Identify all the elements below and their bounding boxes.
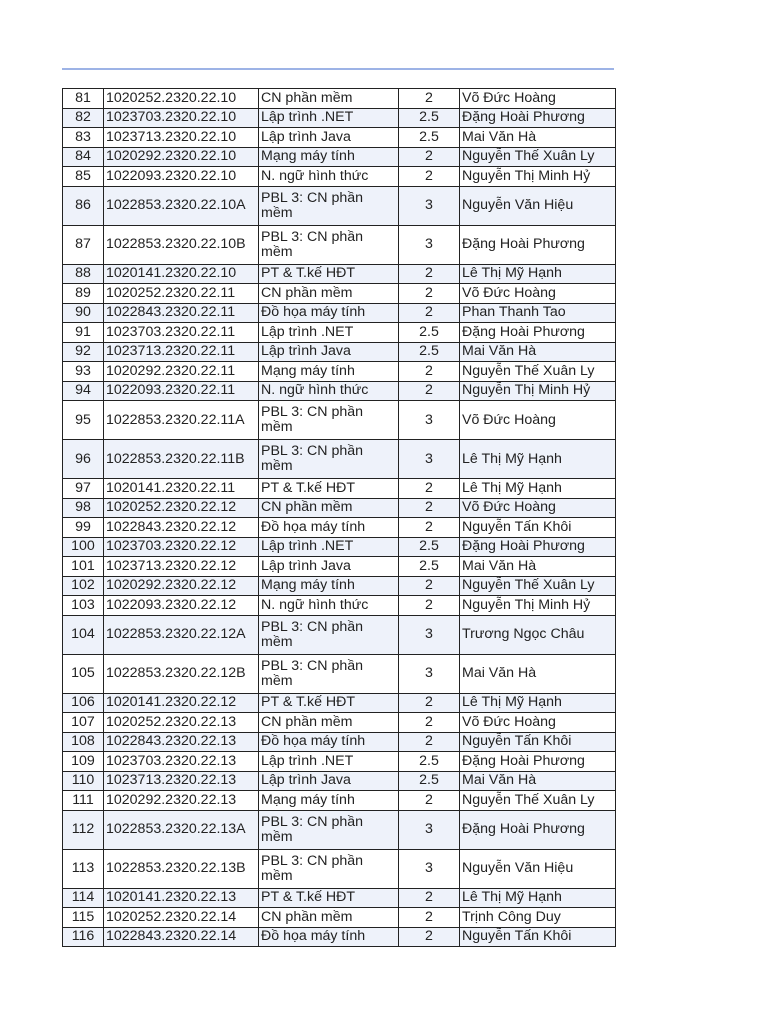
row-number: 113 xyxy=(63,849,104,888)
row-number: 98 xyxy=(63,498,104,518)
credit-count: 2.5 xyxy=(399,557,460,577)
row-number: 96 xyxy=(63,440,104,479)
row-number: 108 xyxy=(63,732,104,752)
table-row xyxy=(63,537,616,557)
table-row xyxy=(63,381,616,401)
class-code: 1022853.2320.22.12B xyxy=(104,654,259,693)
class-code: 1023703.2320.22.11 xyxy=(104,323,259,343)
table-row xyxy=(63,732,616,752)
table-row xyxy=(63,362,616,382)
credit-count: 2 xyxy=(399,479,460,499)
class-code: 1020292.2320.22.13 xyxy=(104,791,259,811)
subject-name: N. ngữ hình thức xyxy=(259,596,399,616)
table-row xyxy=(63,225,616,264)
row-number: 89 xyxy=(63,284,104,304)
row-number: 104 xyxy=(63,615,104,654)
class-code: 1022843.2320.22.12 xyxy=(104,518,259,538)
class-code: 1023703.2320.22.12 xyxy=(104,537,259,557)
table-row xyxy=(63,849,616,888)
row-number: 106 xyxy=(63,693,104,713)
lecturer-name: Lê Thị Mỹ Hạnh xyxy=(460,264,616,284)
class-code: 1023713.2320.22.10 xyxy=(104,128,259,148)
table-row xyxy=(63,401,616,440)
subject-name: PT & T.kế HĐT xyxy=(259,693,399,713)
class-code: 1020292.2320.22.10 xyxy=(104,147,259,167)
row-number: 90 xyxy=(63,303,104,323)
class-code: 1022843.2320.22.14 xyxy=(104,927,259,947)
row-number: 84 xyxy=(63,147,104,167)
row-number: 82 xyxy=(63,108,104,128)
credit-count: 2 xyxy=(399,693,460,713)
row-number: 86 xyxy=(63,186,104,225)
table-row xyxy=(63,167,616,187)
subject-name: Mạng máy tính xyxy=(259,791,399,811)
lecturer-name: Mai Văn Hà xyxy=(460,128,616,148)
header-divider xyxy=(62,68,614,70)
credit-count: 2 xyxy=(399,498,460,518)
row-number: 88 xyxy=(63,264,104,284)
table-row xyxy=(63,440,616,479)
class-code: 1020141.2320.22.10 xyxy=(104,264,259,284)
lecturer-name: Nguyễn Thị Minh Hỷ xyxy=(460,596,616,616)
subject-name: Mạng máy tính xyxy=(259,147,399,167)
row-number: 81 xyxy=(63,89,104,109)
lecturer-name: Trịnh Công Duy xyxy=(460,908,616,928)
credit-count: 2 xyxy=(399,732,460,752)
row-number: 97 xyxy=(63,479,104,499)
table-row xyxy=(63,810,616,849)
subject-name: Mạng máy tính xyxy=(259,576,399,596)
subject-name: CN phần mềm xyxy=(259,89,399,109)
subject-name: N. ngữ hình thức xyxy=(259,167,399,187)
row-number: 87 xyxy=(63,225,104,264)
class-code: 1022853.2320.22.13A xyxy=(104,810,259,849)
class-code: 1022093.2320.22.10 xyxy=(104,167,259,187)
lecturer-name: Nguyễn Văn Hiệu xyxy=(460,186,616,225)
row-number: 116 xyxy=(63,927,104,947)
row-number: 99 xyxy=(63,518,104,538)
credit-count: 2 xyxy=(399,927,460,947)
table-row xyxy=(63,498,616,518)
lecturer-name: Võ Đức Hoàng xyxy=(460,401,616,440)
lecturer-name: Nguyễn Tấn Khôi xyxy=(460,732,616,752)
lecturer-name: Đặng Hoài Phương xyxy=(460,108,616,128)
lecturer-name: Nguyễn Thế Xuân Ly xyxy=(460,576,616,596)
row-number: 102 xyxy=(63,576,104,596)
schedule-table-body xyxy=(63,89,616,947)
subject-name: PT & T.kế HĐT xyxy=(259,888,399,908)
subject-name: CN phần mềm xyxy=(259,498,399,518)
credit-count: 2 xyxy=(399,167,460,187)
row-number: 83 xyxy=(63,128,104,148)
row-number: 109 xyxy=(63,752,104,772)
subject-name: CN phần mềm xyxy=(259,908,399,928)
class-code: 1022843.2320.22.11 xyxy=(104,303,259,323)
credit-count: 2.5 xyxy=(399,128,460,148)
subject-name: Lập trình .NET xyxy=(259,323,399,343)
table-row xyxy=(63,693,616,713)
credit-count: 2 xyxy=(399,908,460,928)
class-code: 1023703.2320.22.10 xyxy=(104,108,259,128)
subject-name: Lập trình .NET xyxy=(259,108,399,128)
class-code: 1020252.2320.22.10 xyxy=(104,89,259,109)
subject-name: CN phần mềm xyxy=(259,713,399,733)
table-row xyxy=(63,284,616,304)
row-number: 95 xyxy=(63,401,104,440)
class-code: 1022853.2320.22.10B xyxy=(104,225,259,264)
lecturer-name: Đặng Hoài Phương xyxy=(460,225,616,264)
class-code: 1022853.2320.22.13B xyxy=(104,849,259,888)
class-code: 1023703.2320.22.13 xyxy=(104,752,259,772)
subject-name: PBL 3: CN phần mềm xyxy=(259,225,399,264)
class-code: 1022093.2320.22.11 xyxy=(104,381,259,401)
table-row xyxy=(63,518,616,538)
credit-count: 2 xyxy=(399,284,460,304)
table-row xyxy=(63,596,616,616)
class-code: 1022853.2320.22.12A xyxy=(104,615,259,654)
row-number: 94 xyxy=(63,381,104,401)
schedule-table xyxy=(62,88,616,947)
credit-count: 3 xyxy=(399,654,460,693)
table-row xyxy=(63,186,616,225)
subject-name: Lập trình Java xyxy=(259,771,399,791)
row-number: 107 xyxy=(63,713,104,733)
lecturer-name: Mai Văn Hà xyxy=(460,557,616,577)
credit-count: 3 xyxy=(399,225,460,264)
table-row xyxy=(63,908,616,928)
lecturer-name: Võ Đức Hoàng xyxy=(460,89,616,109)
table-row xyxy=(63,128,616,148)
table-row xyxy=(63,147,616,167)
lecturer-name: Đặng Hoài Phương xyxy=(460,752,616,772)
table-row xyxy=(63,557,616,577)
class-code: 1020252.2320.22.11 xyxy=(104,284,259,304)
credit-count: 2 xyxy=(399,89,460,109)
lecturer-name: Phan Thanh Tao xyxy=(460,303,616,323)
subject-name: Mạng máy tính xyxy=(259,362,399,382)
lecturer-name: Nguyễn Thế Xuân Ly xyxy=(460,791,616,811)
subject-name: PT & T.kế HĐT xyxy=(259,479,399,499)
credit-count: 3 xyxy=(399,186,460,225)
lecturer-name: Lê Thị Mỹ Hạnh xyxy=(460,888,616,908)
class-code: 1020141.2320.22.12 xyxy=(104,693,259,713)
lecturer-name: Võ Đức Hoàng xyxy=(460,284,616,304)
lecturer-name: Nguyễn Thị Minh Hỷ xyxy=(460,381,616,401)
credit-count: 2 xyxy=(399,362,460,382)
credit-count: 2.5 xyxy=(399,342,460,362)
class-code: 1020292.2320.22.11 xyxy=(104,362,259,382)
credit-count: 2.5 xyxy=(399,537,460,557)
lecturer-name: Đặng Hoài Phương xyxy=(460,323,616,343)
lecturer-name: Nguyễn Văn Hiệu xyxy=(460,849,616,888)
class-code: 1022853.2320.22.11B xyxy=(104,440,259,479)
subject-name: PBL 3: CN phần mềm xyxy=(259,186,399,225)
credit-count: 2 xyxy=(399,303,460,323)
table-row xyxy=(63,771,616,791)
credit-count: 2.5 xyxy=(399,752,460,772)
credit-count: 2 xyxy=(399,518,460,538)
class-code: 1023713.2320.22.11 xyxy=(104,342,259,362)
table-row xyxy=(63,752,616,772)
class-code: 1022853.2320.22.10A xyxy=(104,186,259,225)
credit-count: 3 xyxy=(399,849,460,888)
row-number: 112 xyxy=(63,810,104,849)
credit-count: 2.5 xyxy=(399,108,460,128)
credit-count: 2 xyxy=(399,576,460,596)
subject-name: CN phần mềm xyxy=(259,284,399,304)
lecturer-name: Lê Thị Mỹ Hạnh xyxy=(460,693,616,713)
table-row xyxy=(63,927,616,947)
table-row xyxy=(63,264,616,284)
table-row xyxy=(63,108,616,128)
credit-count: 3 xyxy=(399,810,460,849)
table-row xyxy=(63,791,616,811)
lecturer-name: Mai Văn Hà xyxy=(460,771,616,791)
row-number: 103 xyxy=(63,596,104,616)
subject-name: PT & T.kế HĐT xyxy=(259,264,399,284)
subject-name: Lập trình Java xyxy=(259,342,399,362)
credit-count: 2 xyxy=(399,381,460,401)
row-number: 115 xyxy=(63,908,104,928)
class-code: 1022843.2320.22.13 xyxy=(104,732,259,752)
table-row xyxy=(63,576,616,596)
credit-count: 2 xyxy=(399,791,460,811)
row-number: 101 xyxy=(63,557,104,577)
lecturer-name: Trương Ngọc Châu xyxy=(460,615,616,654)
credit-count: 2 xyxy=(399,264,460,284)
credit-count: 2 xyxy=(399,147,460,167)
table-row xyxy=(63,479,616,499)
subject-name: Lập trình .NET xyxy=(259,752,399,772)
lecturer-name: Mai Văn Hà xyxy=(460,654,616,693)
lecturer-name: Nguyễn Thế Xuân Ly xyxy=(460,362,616,382)
class-code: 1022093.2320.22.12 xyxy=(104,596,259,616)
credit-count: 2 xyxy=(399,713,460,733)
table-row xyxy=(63,615,616,654)
subject-name: Lập trình Java xyxy=(259,128,399,148)
lecturer-name: Mai Văn Hà xyxy=(460,342,616,362)
class-code: 1023713.2320.22.12 xyxy=(104,557,259,577)
row-number: 100 xyxy=(63,537,104,557)
row-number: 92 xyxy=(63,342,104,362)
row-number: 111 xyxy=(63,791,104,811)
class-code: 1020292.2320.22.12 xyxy=(104,576,259,596)
lecturer-name: Nguyễn Thế Xuân Ly xyxy=(460,147,616,167)
subject-name: PBL 3: CN phần mềm xyxy=(259,615,399,654)
subject-name: Đồ họa máy tính xyxy=(259,518,399,538)
row-number: 110 xyxy=(63,771,104,791)
table-row xyxy=(63,342,616,362)
credit-count: 2.5 xyxy=(399,771,460,791)
row-number: 114 xyxy=(63,888,104,908)
lecturer-name: Nguyễn Thị Minh Hỷ xyxy=(460,167,616,187)
class-code: 1020141.2320.22.11 xyxy=(104,479,259,499)
class-code: 1020252.2320.22.12 xyxy=(104,498,259,518)
subject-name: PBL 3: CN phần mềm xyxy=(259,849,399,888)
lecturer-name: Võ Đức Hoàng xyxy=(460,713,616,733)
credit-count: 3 xyxy=(399,615,460,654)
row-number: 85 xyxy=(63,167,104,187)
lecturer-name: Nguyễn Tấn Khôi xyxy=(460,518,616,538)
credit-count: 3 xyxy=(399,440,460,479)
lecturer-name: Lê Thị Mỹ Hạnh xyxy=(460,479,616,499)
class-code: 1020252.2320.22.13 xyxy=(104,713,259,733)
table-row xyxy=(63,89,616,109)
credit-count: 3 xyxy=(399,401,460,440)
subject-name: Đồ họa máy tính xyxy=(259,927,399,947)
lecturer-name: Nguyễn Tấn Khôi xyxy=(460,927,616,947)
lecturer-name: Đặng Hoài Phương xyxy=(460,537,616,557)
class-code: 1020141.2320.22.13 xyxy=(104,888,259,908)
class-code: 1023713.2320.22.13 xyxy=(104,771,259,791)
table-row xyxy=(63,713,616,733)
subject-name: Đồ họa máy tính xyxy=(259,732,399,752)
lecturer-name: Võ Đức Hoàng xyxy=(460,498,616,518)
subject-name: Lập trình Java xyxy=(259,557,399,577)
lecturer-name: Đặng Hoài Phương xyxy=(460,810,616,849)
credit-count: 2 xyxy=(399,888,460,908)
class-code: 1020252.2320.22.14 xyxy=(104,908,259,928)
table-row xyxy=(63,888,616,908)
credit-count: 2.5 xyxy=(399,323,460,343)
subject-name: PBL 3: CN phần mềm xyxy=(259,654,399,693)
subject-name: PBL 3: CN phần mềm xyxy=(259,440,399,479)
table-row xyxy=(63,303,616,323)
subject-name: Lập trình .NET xyxy=(259,537,399,557)
subject-name: N. ngữ hình thức xyxy=(259,381,399,401)
lecturer-name: Lê Thị Mỹ Hạnh xyxy=(460,440,616,479)
class-code: 1022853.2320.22.11A xyxy=(104,401,259,440)
row-number: 105 xyxy=(63,654,104,693)
subject-name: PBL 3: CN phần mềm xyxy=(259,810,399,849)
row-number: 91 xyxy=(63,323,104,343)
subject-name: Đồ họa máy tính xyxy=(259,303,399,323)
row-number: 93 xyxy=(63,362,104,382)
table-row xyxy=(63,323,616,343)
credit-count: 2 xyxy=(399,596,460,616)
table-row xyxy=(63,654,616,693)
subject-name: PBL 3: CN phần mềm xyxy=(259,401,399,440)
